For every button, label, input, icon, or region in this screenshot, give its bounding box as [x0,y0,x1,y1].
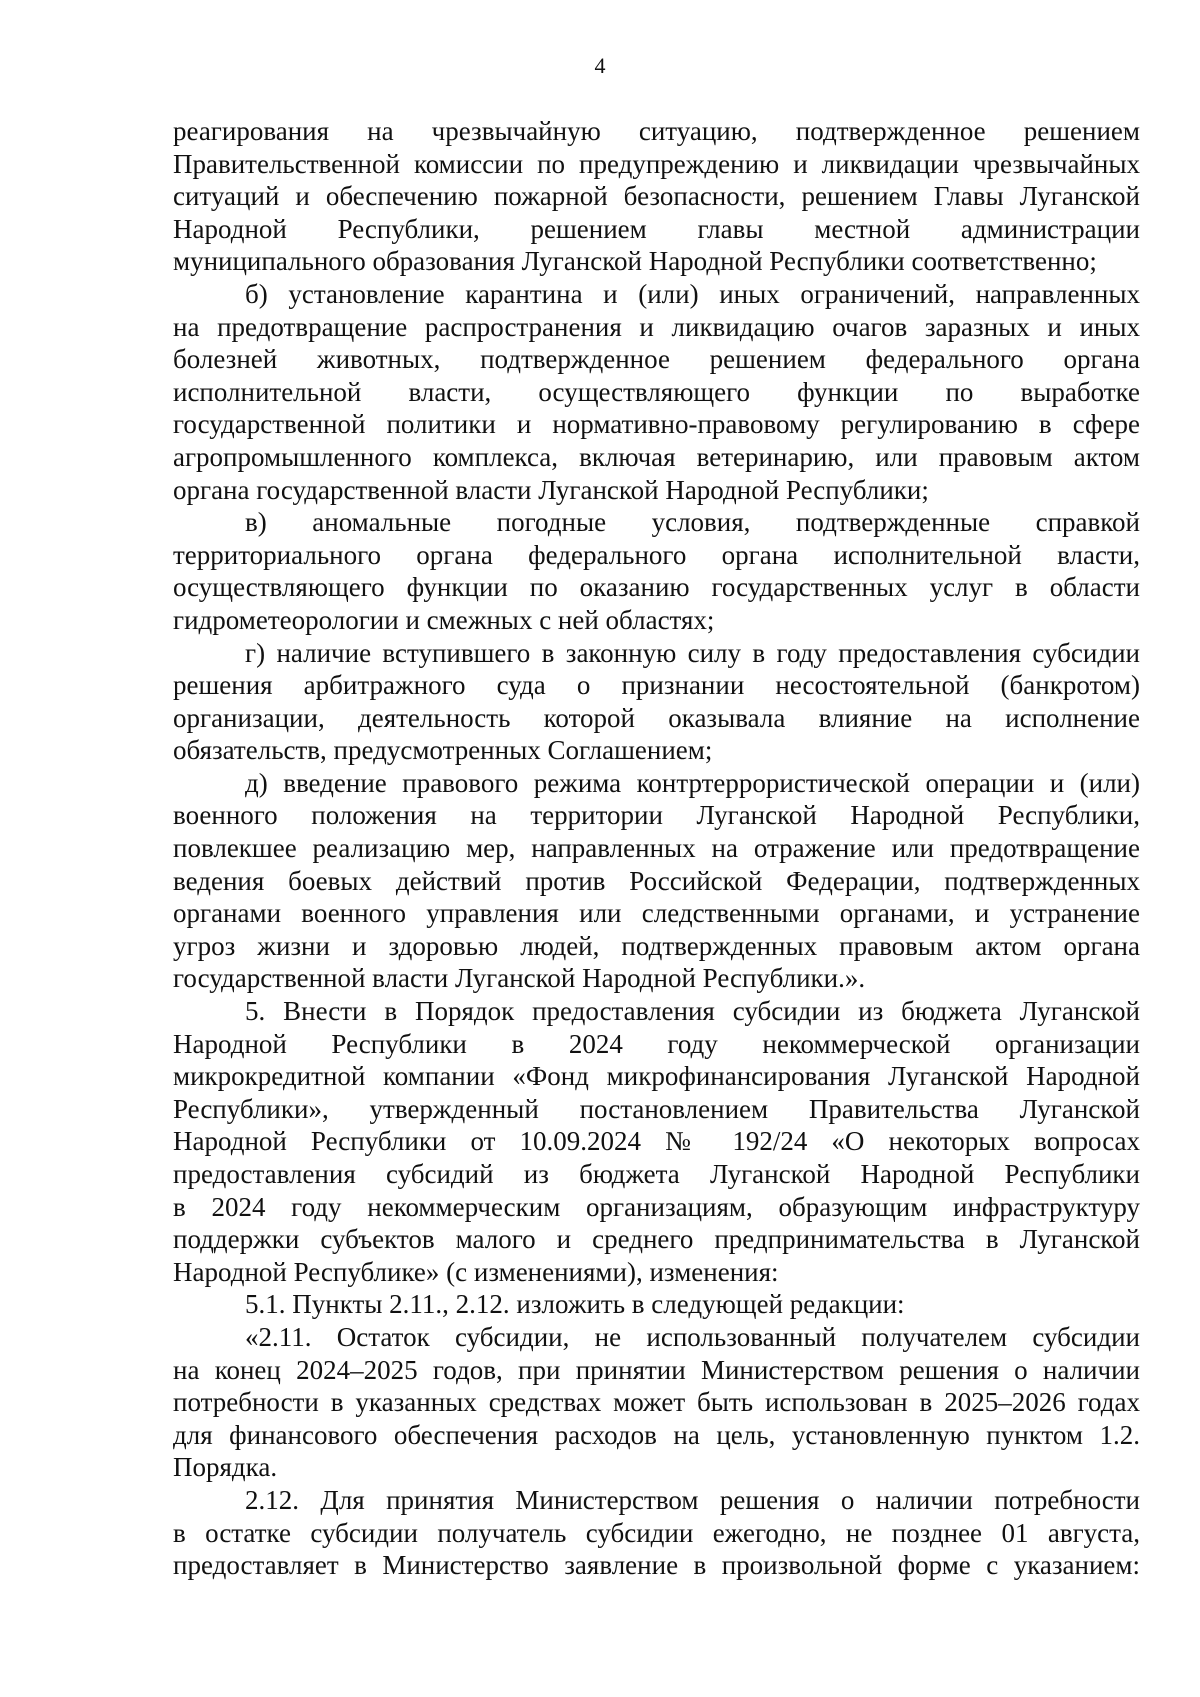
text-line: 5. Внести в Порядок предоставления субсидии из бюджета Луганской [245,996,1140,1027]
text-line: ведения боевых действий против Российской Федерации, подтвержденных [173,865,1140,896]
text-line: поддержки субъектов малого и среднего предпринимательства в Луганской [173,1224,1140,1255]
text-line: для финансового обеспечения расходов на цель, установленную пунктом 1.2. [173,1419,1140,1450]
text-line: военного положения на территории Луганской Народной Республики, [173,800,1140,831]
text-line: на предотвращение распространения и ликвидацию очагов заразных и иных [173,311,1140,342]
text-line: исполнительной власти, осуществляющего функции по выработке [173,376,1140,407]
text-line: д) введение правового режима контртеррористической операции и (или) [245,767,1140,798]
text-line: Республики», утвержденный постановлением Правительства Луганской [173,1093,1140,1124]
text-line: гидрометеорологии и смежных с ней областях; [173,604,715,635]
text-line: в остатке субсидии получатель субсидии ежегодно, не позднее 01 августа, [173,1517,1140,1548]
text-line: повлекшее реализацию мер, направленных на отражение или предотвращение [173,833,1140,864]
text-line: предоставляет в Министерство заявление в произвольной форме с указанием: [173,1550,1140,1581]
document-body [173,115,1140,1582]
text-line: угроз жизни и здоровью людей, подтвержденных правовым актом органа [173,930,1140,961]
text-line: «2.11. Остаток субсидии, не использованный получателем субсидии [245,1321,1140,1352]
text-line: агропромышленного комплекса, включая ветеринарию, или правовым актом [173,441,1140,472]
text-line: 5.1. Пункты 2.11., 2.12. изложить в следующей редакции: [245,1289,905,1320]
text-line: Правительственной комиссии по предупреждению и ликвидации чрезвычайных [173,148,1140,179]
text-line: Народной Республики в 2024 году некоммерческой организации [173,1028,1140,1059]
text-line: потребности в указанных средствах может быть использован в 2025–2026 годах [173,1387,1140,1418]
text-line: муниципального образования Луганской Народной Республики соответственно; [173,246,1097,277]
text-line: Порядка. [173,1452,278,1483]
text-line: государственной политики и нормативно-правовому регулированию в сфере [173,409,1140,440]
text-line: территориального органа федерального органа исполнительной власти, [173,539,1140,570]
text-line: организации, деятельность которой оказывала влияние на исполнение [173,702,1140,733]
text-line: обязательств, предусмотренных Соглашением; [173,735,713,766]
text-line: г) наличие вступившего в законную силу в году предоставления субсидии [245,637,1140,668]
text-line: органами военного управления или следственными органами, и устранение [173,898,1140,929]
text-line: микрокредитной компании «Фонд микрофинансирования Луганской Народной [173,1061,1140,1092]
page-number: 4 [594,53,606,78]
text-line: в) аномальные погодные условия, подтвержденные справкой [245,507,1140,538]
text-line: ситуаций и обеспечению пожарной безопасности, решением Главы Луганской [173,181,1140,212]
text-line: на конец 2024–2025 годов, при принятии Министерством решения о наличии [173,1354,1140,1385]
text-line: Народной Республики, решением главы местной администрации [173,213,1140,244]
text-line: болезней животных, подтвержденное решением федерального органа [173,344,1140,375]
text-line: реагирования на чрезвычайную ситуацию, подтвержденное решением [173,116,1140,146]
text-line: б) установление карантина и (или) иных ограничений, направленных [245,278,1140,309]
text-line: Народной Республике» (с изменениями), изменения: [173,1256,779,1287]
text-line: Народной Республики от 10.09.2024 № 192/24 «О некоторых вопросах [173,1126,1140,1157]
text-line: предоставления субсидий из бюджета Луганской Народной Республики [173,1159,1140,1189]
text-line: государственной власти Луганской Народной Республики.». [173,963,866,994]
text-line: органа государственной власти Луганской Народной Республики; [173,474,929,505]
text-line: 2.12. Для принятия Министерством решения о наличии потребности [245,1484,1140,1515]
text-line: осуществляющего функции по оказанию государственных услуг в области [173,572,1140,603]
text-line: в 2024 году некоммерческим организациям, образующим инфраструктуру [173,1191,1140,1222]
text-line: решения арбитражного суда о признании несостоятельной (банкротом) [173,670,1140,701]
